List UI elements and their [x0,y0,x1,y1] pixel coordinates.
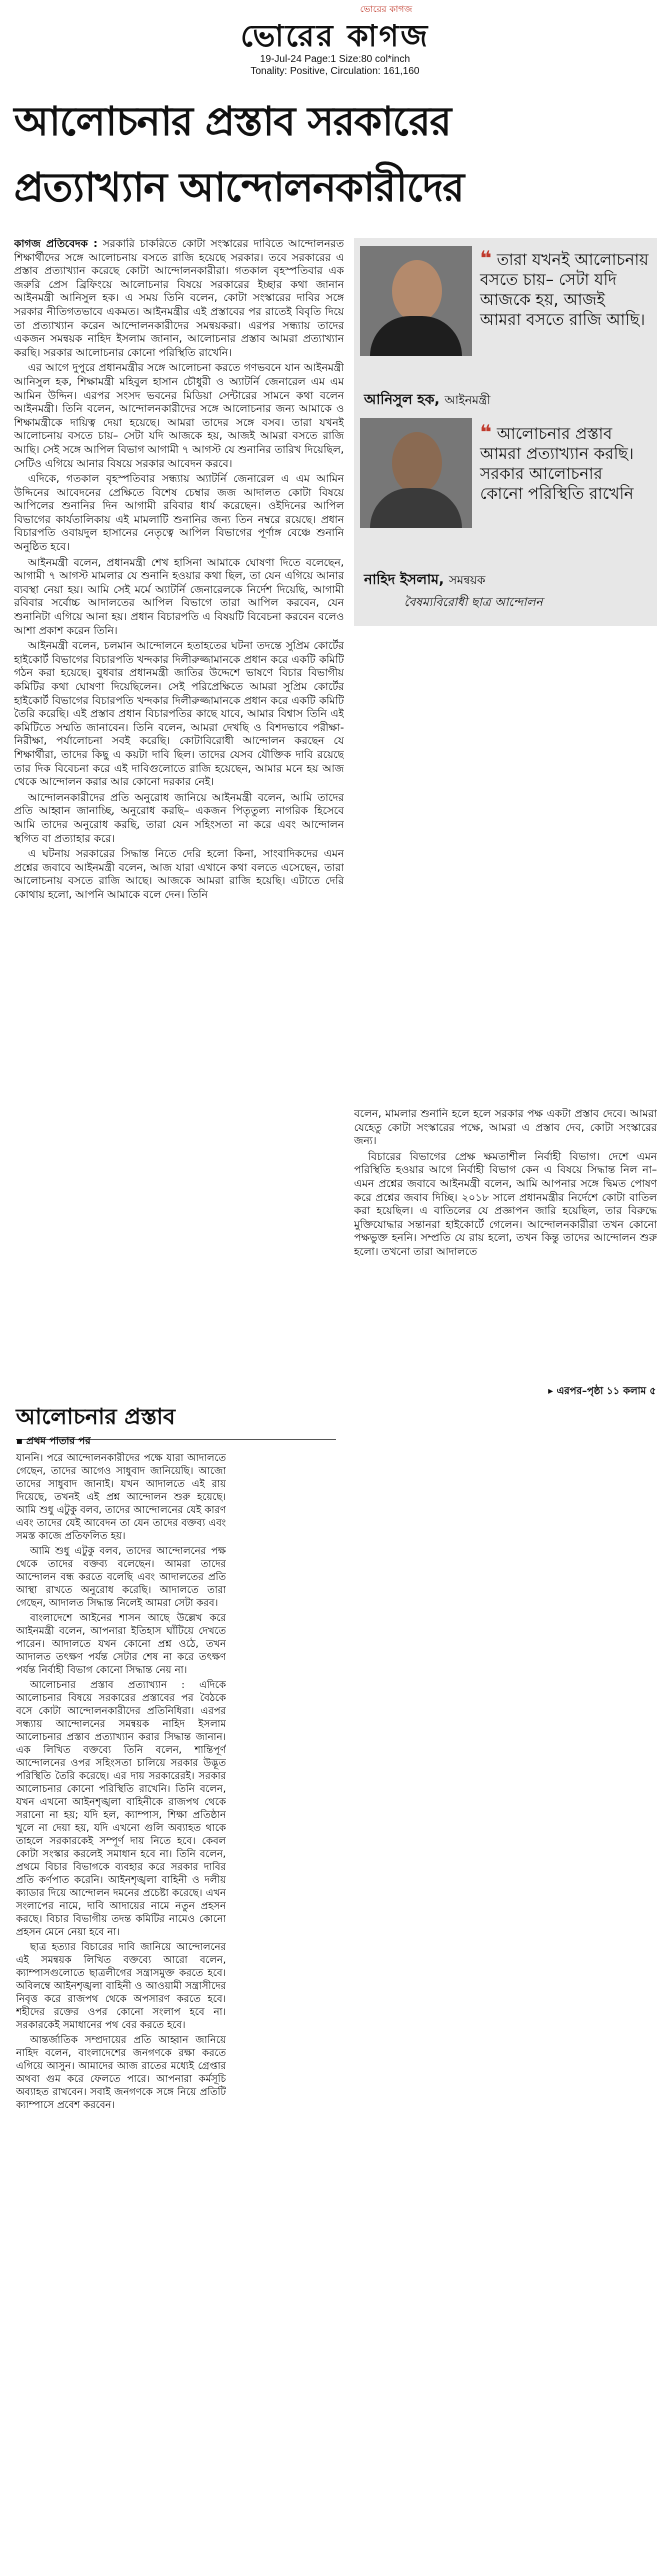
quote-icon: ❝ [480,420,492,444]
quote-text: আলোচনার প্রস্তাব আমরা প্রত্যাখ্যান করছি। সরকার আলোচনার কোনো পরিস্থিতি রাখেনি [480,424,634,503]
paragraph: বিচারের বিভাগের প্রেক্ষ ক্ষমতাশীল নির্বাহী বিভাগ। দেশে এমন পরিস্থিতি হওয়ার আগে নির্বাহী বিভাগ কেন এ বিষয়ে সিদ্ধান্ত নিল না– এমন প্রশ্নের জবাবে আইনমন্ত্রী বলেন, আমি আপনার সঙ্গে দ্বিমত পোষণ করে প্রশ্নের জবাব দিচ্ছি। ২০১৮ সালে প্রধানমন্ত্রীর নির্দেশে কোটা বাতিল করা হয়েছিল। এ বাতিলের যে প্রজ্ঞাপন জারি হয়েছিল, তার বিরুদ্ধে মুক্তিযোদ্ধার সন্তানরা হাইকোর্টে গেলেন। আন্দোলনকারীরা তখন কোনো পক্ষভুক্ত হননি। সম্প্রতি যে রায় হলো, তখন কিন্তু তাদের আন্দোলন শুরু হলো। তখনো তারা আদালতে [354,1150,657,1258]
clip-meta-tonality: Tonality: Positive, Circulation: 161,160 [250,66,420,77]
speaker-role: সমন্বয়ক [449,573,486,587]
paragraph: সরকারি চাকরিতে কোটা সংস্কারের দাবিতে আন্দোলনরত শিক্ষার্থীদের সঙ্গে আলোচনায় বসতে রাজি হয়েছে সরকার। তবে সরকারের এ প্রস্তাব প্রত্যাখ্যান করেছে কোটা আন্দোলনকারীরা। গতকাল বৃহস্পতিবার এক জরুরি প্রেস ব্রিফিংয়ে আলোচনার বিষয়ে সরকারের ইচ্ছার কথা জানান আইনমন্ত্রী আনিসুল হক। এ সময় তিনি বলেন, কোটা সংস্কারের দাবির সঙ্গে সরকার নীতিগতভাবে একমত। আইনমন্ত্রীর এই প্রস্তাবের পর রাতেই বিবৃতি দিয়ে তা প্রত্যাখ্যান করেন আন্দোলনকারীদের সমন্বয়করা। এরপর সন্ধ্যায় তাদের একজন সমন্বয়ক নাহিদ ইসলাম জানান, আলোচনার প্রস্তাব আমরা প্রত্যাখ্যান করছি। সরকার আলোচনার কোনো পরিস্থিতি রাখেনি। [14,238,344,359]
article-column-3 [16,1452,226,2552]
paragraph: এ ঘটনায় সরকারের সিদ্ধান্ত নিতে দেরি হলো কিনা, সাংবাদিকদের এমন প্রশ্নের জবাবে আইনমন্ত্রী বলেন, আজ যারা এখানে কথা বলতে এসেছেন, তারা আলোচনায় বসতে রাজি আছে। আজকে আমরা রাজি হয়েছি। এটাতে দেরি কোথায় হলো, আপনি আমাকে বলে দেন। তিনি [14,848,344,901]
clip-meta-date: 19-Jul-24 Page:1 Size:80 col*inch [259,54,411,65]
paragraph: বাংলাদেশে আইনের শাসন আছে উল্লেখ করে আইনমন্ত্রী বলেন, আপনারা ইতিহাস ঘাঁটিয়ে দেখতে পারেন। আদালতে যখন কোনো প্রশ্ন ওঠে, তখন আদালত তৎক্ষণ পর্যন্ত সেটার শেষ না করে তৎক্ষণ পর্যন্ত নির্বাহী বিভাগ কোনো সিদ্ধান্ত নেয় না। [16,1613,226,1676]
speaker-name-2 [364,568,485,592]
paragraph: বলেন, মামলার শুনানি হলে হলে সরকার পক্ষ একটা প্রস্তাব দেবে। আমরা যেহেতু কোটা সংস্কারের পক্ষে, আমরা এ প্রস্তাব দেব, কোটা সংস্কারের জন্য। [354,1108,657,1148]
paragraph: আলোচনার প্রস্তাব প্রত্যাখ্যান : এদিকে আলোচনার বিষয়ে সরকারের প্রস্তাবের পর বৈঠকে বসে কোটা আন্দোলনকারীদের প্রতিনিধিরা। এরপর সন্ধ্যায় আন্দোলনের সমন্বয়ক নাহিদ ইসলাম আলোচনার প্রস্তাব প্রত্যাখ্যান করার সিদ্ধান্ত জানান। এক লিখিত বক্তব্যে তিনি বলেন, শান্তিপূর্ণ আন্দোলনের ওপর সহিংসতা চালিয়ে সরকার উদ্ভূত পরিস্থিতি তৈরি করেছে। এর দায় সরকারেরই। সরকার আলোচনার কোনো পরিস্থিতি রাখেনি। তিনি বলেন, যখন এখনো আইনশৃঙ্খলা বাহিনীকে রাজপথ থেকে সরানো না হয়; যদি হল, ক্যাম্পাস, শিক্ষা প্রতিষ্ঠান খুলে না দেয়া হয়, যদি এখনো গুলি অব্যাহত থাকে তাহলে সরকারকেই সম্পূর্ণ দায় নিতে হবে। কেবল কোটা সংস্কার করলেই সমাধান হবে না। তিনি বলেন, প্রথমে বিচার বিভাগকে ব্যবহার করে সরকার দাবির প্রতি কর্ণপাত করেনি। আইনশৃঙ্খলা বাহিনী ও দলীয় ক্যাডার দিয়ে আন্দোলন দমনের প্রচেষ্টা করেছে। এখন সংলাপের নামে, দাবি আদায়ের নামে নতুন প্রহসন করছে। বিচার বিভাগীয় তদন্ত কমিটির নামেও কোনো প্রহসন মেনে নেয়া হবে না। [16,1680,226,1938]
speaker-role: আইনমন্ত্রী [444,393,491,407]
byline: কাগজ প্রতিবেদক : [14,238,98,250]
paragraph: এর আগে দুপুরে প্রধানমন্ত্রীর সঙ্গে আলোচনা করতে গণভবনে যান আইনমন্ত্রী আনিসুল হক, শিক্ষামন্ত্রী মহিবুল হাসান চৌধুরী ও অ্যাটর্নি জেনারেল এম এম আমিন উদ্দিন। এরপর সংসদ ভবনের মিডিয়া সেন্টারের সামনে কথা বলেন আইনমন্ত্রী। তিনি বলেন, আন্দোলনকারীদের সঙ্গে আলোচনার জন্য আমাকে ও শিক্ষামন্ত্রীকে দায়িত্ব দেয়া হয়েছে। আমরা তাদের সঙ্গে বসব। তারা যখনই আলোচনায় বসতে চায়– সেটা যদি আজকে হয়, আজই আমরা বসতে রাজি আছি। সেই সঙ্গে আপিল বিভাগ আগামী ৭ আগস্ট যে শুনানির তারিখ দিয়েছিল, সেটিও এগিয়ে আনার বিষয়ে সরকার আবেদন করবে। [14,362,344,470]
continued-on-page: ▸ এরপর–পৃষ্ঠা ১১ কলাম ৫ [548,1386,656,1397]
paragraph: আন্দোলনকারীদের প্রতি অনুরোধ জানিয়ে আইনমন্ত্রী বলেন, আমি তাদের প্রতি আহ্বান জানাচ্ছি, অনুরোধ করছি– একজন পিতৃতুল্য নাগরিক হিসেবে আমি তাদের অনুরোধ করছি, তারা যেন সহিংসতা না করে এবং আন্দোলন স্থগিত বা প্রত্যাহার করে। [14,791,344,845]
speaker-name: আনিসুল হক, [364,392,440,408]
paragraph: এদিকে, গতকাল বৃহস্পতিবার সন্ধ্যায় অ্যাটর্নি জেনারেল এ এম আমিন উদ্দিনের আবেদনের প্রেক্ষিতে বিশেষ চেম্বার জজ আদালত কোটা বিষয়ে আপিলের শুনানির দিন আগামী রবিবার ধার্য করেছেন। ওইদিনের আপিল বিভাগের কার্যতালিকায় এই মামলাটি শুনানির জন্য তিন নম্বরে রয়েছে। প্রধান বিচারপতি ওবায়দুল হাসানের নেতৃত্বে আপিল বিভাগের পূর্ণাঙ্গ বেঞ্চে শুনানি অনুষ্ঠিত হবে। [14,473,344,554]
paragraph: আইনমন্ত্রী বলেন, চলমান আন্দোলনে হতাহতের ঘটনা তদন্তে সুপ্রিম কোর্টের হাইকোর্ট বিভাগের বিচারপতি খন্দকার দিলীরুজ্জামানকে প্রধান করে একটি কমিটি গঠন করা হয়েছে। বুধবার প্রধানমন্ত্রী জাতির উদ্দেশে ভাষণে বিচার বিভাগীয় কমিটির কথা ঘোষণা দিয়েছিলেন। সেই পরিপ্রেক্ষিতে আমরা সুপ্রিম কোর্টের হাইকোর্ট বিভাগের বিচারপতি খন্দকার দিলীরুজ্জামানকে প্রধান করে একটি কমিটি তৈরি করেছি। এই প্রস্তাব প্রধান বিচারপতির কাছে যাবে, আমার বিশ্বাস তিনি এই কমিটিতে সম্মতি জানাবেন। তিনি বলেন, আমরা দেখছি ও বিশদভাবে পরীক্ষা-নিরীক্ষা, পর্যালোচনা সবই করেছি। কোটাবিরোধী আন্দোলন করছেন যে শিক্ষার্থীরা, তাদের কিছু এ কয়টা দাবি ছিল। তাদের যেসব যৌক্তিক দাবি রয়েছে তার দিক বিবেচনা করে এই দাবিগুলোতে রাজি হয়েছেন, আমার মনে হয় আজ থেকে আন্দোলন করার আর কোনো দরকার নেই। [14,640,344,789]
speaker-organization: বৈষম্যবিরোধী ছাত্র আন্দোলন [404,595,543,609]
speaker-name: নাহিদ ইসলাম, [364,572,445,588]
portrait-photo-minister [360,246,472,356]
from-page-reference: ▪ প্রথম পাতার পর [16,1436,91,1447]
paragraph: আন্তর্জাতিক সম্প্রদায়ের প্রতি আহ্বান জানিয়ে নাহিদ বলেন, বাংলাদেশের জনগণকে রক্ষা করতে এগিয়ে আসুন। আমাদের আজ রাতের মধ্যেই গ্রেপ্তার অথবা গুম করে ফেলতে পারে। আপনারা কর্মসূচি অব্যাহত রাখবেন। সবাই জনগণকে সঙ্গে নিয়ে প্রতিটি ক্যাম্পাসে প্রবেশ করবেন। [16,2035,226,2111]
paragraph: ছাত্র হত্যার বিচারের দাবি জানিয়ে আন্দোলনের এই সমন্বয়ক লিখিত বক্তব্যে আরো বলেন, ক্যাম্পাসগুলোতে ছাত্রলীগের সন্ত্রাসমুক্ত করতে হবে। অবিলম্বে আইনশৃঙ্খলা বাহিনী ও আওয়ামী সন্ত্রাসীদের নিবৃত্ত করে রাজপথ থেকে অপসারণ করতে হবে। শহীদের রক্তের ওপর কোনো সংলাপ হবে না। সরকারকেই সমাধানের পথ বের করতে হবে। [16,1942,226,2031]
portrait-photo-coordinator [360,418,472,528]
paragraph: আইনমন্ত্রী বলেন, প্রধানমন্ত্রী শেখ হাসিনা আমাকে ঘোষণা দিতে বলেছেন, আগামী ৭ আগস্ট মামলার যে শুনানি হওয়ার কথা ছিল, তা যেন এগিয়ে আনার ব্যবস্থা নেয়া হয়। আমি সেই মর্মে অ্যাটর্নি জেনারেলকে নির্দেশ দিয়েছি, আগামী রবিবার সর্বোচ্চ আদালতের আপিল বিভাগে তারা আপিল করবেন, যেন শুনানিটা এগিয়ে আনা হয়। প্রধান বিচারপতি এ বিষয়টি বিবেচনা করবেন বলেও আশা প্রকাশ করেন তিনি। [14,556,344,637]
headline-line-2: প্রত্যাখ্যান আন্দোলনকারীদের [14,164,464,211]
masthead [0,0,670,78]
quote-text: তারা যখনই আলোচনায় বসতে চায়– সেটা যদি আজকে হয়, আজই আমরা বসতে রাজি আছি। [480,250,649,329]
article-column-2 [354,1108,657,1380]
newspaper-logo: ভোরের কাগজ [240,19,430,54]
masthead-tagline: ভোরের কাগজ [360,5,413,15]
paragraph: যাননি। পরে আন্দোলনকারীদের পক্ষে যারা আদালতে গেছেন, তাদের আগেও সাধুবাদ জানিয়েছি। আজো তাদের সাধুবাদ জানাই। যখন আদালতে এই রায় দিয়েছে, তখনই এই প্রশ্ন আন্দোলন শুরু হয়েছে। আমি শুধু এটুকু বলব, তাদের আন্দোলনের যেই কারণ এবং তাদের যেই আবেদন তা যেন তাদের বক্তব্য এবং সমস্ত কাজে প্রতিফলিত হয়। [16,1453,226,1542]
pull-quote-1 [480,248,650,330]
quote-icon: ❝ [480,246,492,270]
paragraph: আমি শুধু এটুকু বলব, তাদের আন্দোলনের পক্ষ থেকে তাদের বক্তব্য বলেছেন। আমরা তাদের আন্দোলন বন্ধ করতে বলেছি এবং আদালতের প্রতি আস্থা রাখতে অনুরোধ করেছি। আদালতে তারা গেছেন, আদালত সিদ্ধান্ত নিলেই আমরা সেটা করব। [16,1546,226,1609]
article-column-1 [14,238,344,1428]
quote-sidebar [354,238,657,626]
speaker-name-1 [364,388,490,412]
pull-quote-2 [480,422,650,504]
continuation-subhead: আলোচনার প্রস্তাব [16,1400,336,1440]
lead-paragraph [14,238,344,360]
headline-line-1: আলোচনার প্রস্তাব সরকারের [14,98,451,145]
